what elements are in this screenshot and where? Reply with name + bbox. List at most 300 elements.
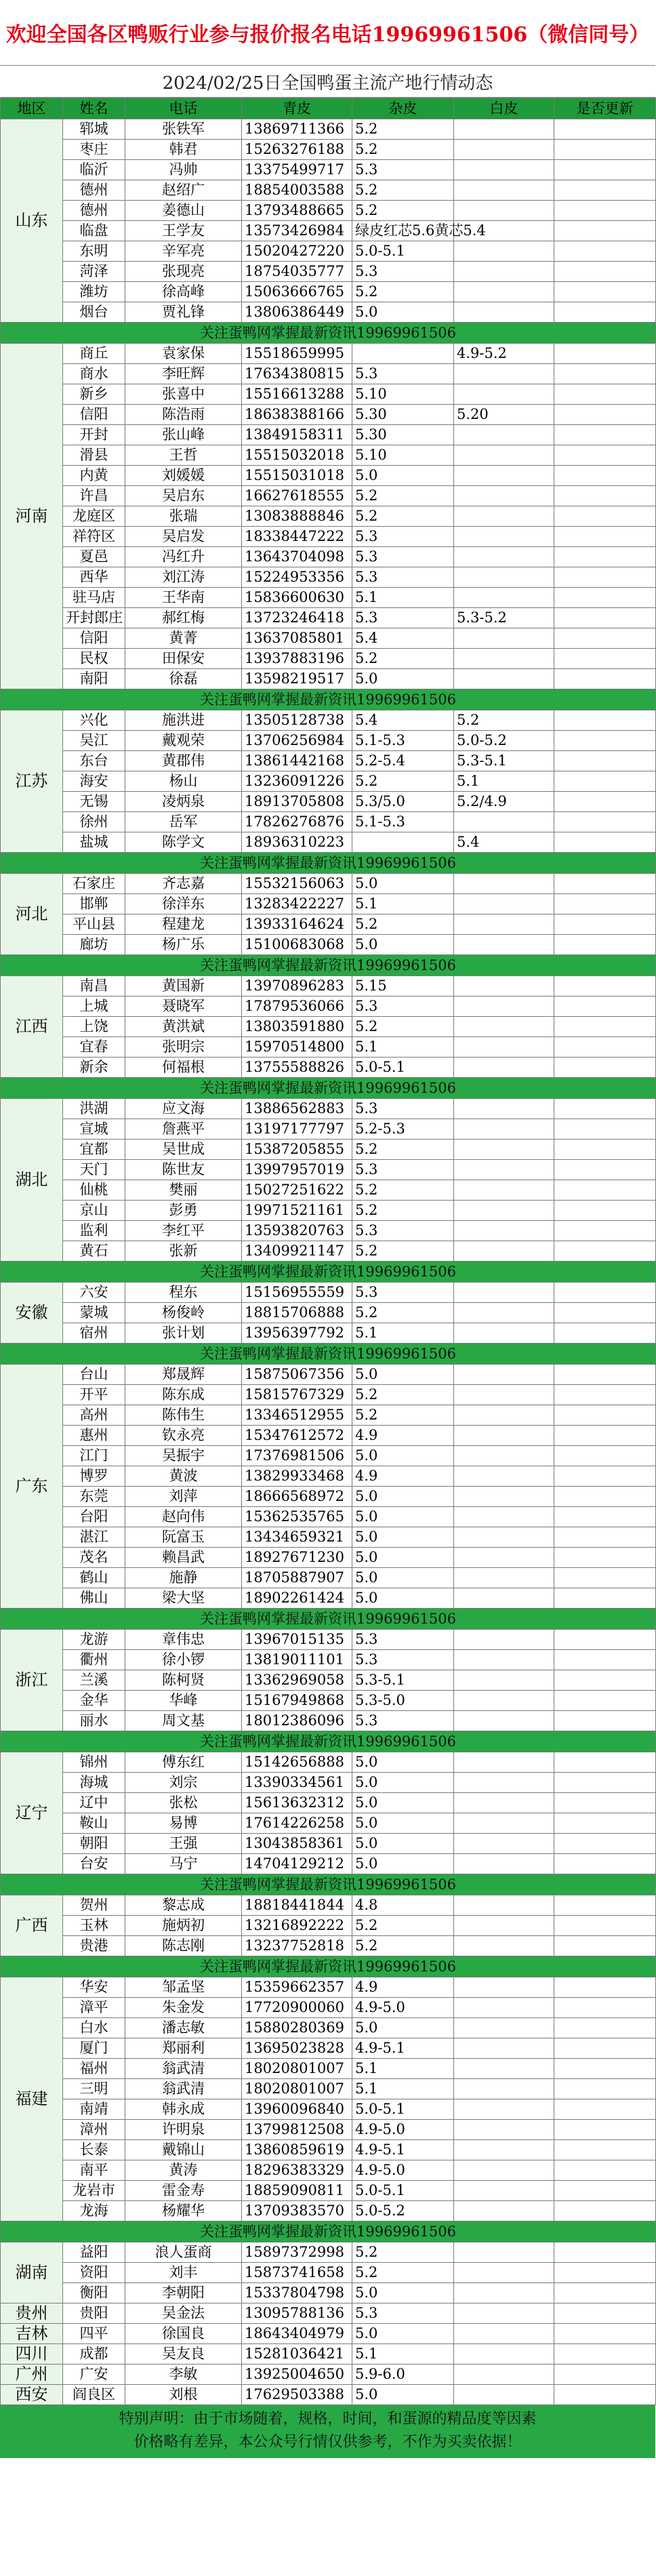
mixed-shell-price [454,1017,554,1037]
phone-cell: 15027251622 [242,1180,352,1201]
green-shell-price: 5.2 [352,1936,454,1956]
white-shell-price [554,1140,656,1160]
green-shell-price: 4.9-5.0 [352,1998,454,2018]
white-shell-price [554,832,656,853]
name-cell: 聂晓军 [125,997,242,1017]
white-shell-price [554,2160,656,2181]
name-cell: 冯红升 [125,547,242,567]
table-row [1,344,656,364]
white-shell-price [554,2038,656,2059]
phone-cell: 15518659995 [242,344,352,364]
mixed-shell-price [454,384,554,405]
table-row [1,874,656,894]
green-shell-price: 5.2 [352,201,454,221]
green-shell-price: 5.1-5.3 [352,812,454,832]
mixed-shell-price [454,2018,554,2038]
region-cell: 台安 [63,1854,125,1874]
table-row [1,1630,656,1650]
name-cell: 凌炳泉 [125,792,242,812]
white-shell-price [554,486,656,506]
mixed-shell-price [454,506,554,527]
phone-cell: 13695023828 [242,2038,352,2059]
green-shell-price: 5.30 [352,405,454,425]
region-cell: 广安 [63,2364,125,2385]
green-shell-price [352,344,454,364]
region-cell: 玉林 [63,1916,125,1936]
mixed-shell-price [454,997,554,1017]
name-cell: 李旺辉 [125,364,242,384]
mixed-shell-price [454,1365,554,1385]
mixed-shell-price: 5.3-5.1 [454,751,554,771]
mixed-shell-price [454,1119,554,1140]
name-cell: 黄涛 [125,2160,242,2181]
green-shell-price: 5.3 [352,1630,454,1650]
white-shell-price [554,874,656,894]
mixed-shell-price [454,445,554,466]
region-cell: 德州 [63,180,125,201]
mixed-shell-price [454,1916,554,1936]
region-cell: 兰溪 [63,1670,125,1691]
white-shell-price [554,1099,656,1119]
table-row [1,1037,656,1058]
table-row [1,1650,656,1670]
white-shell-price [554,731,656,751]
white-shell-price [554,812,656,832]
mixed-shell-price [454,2160,554,2181]
name-cell: 李红平 [125,1221,242,1241]
white-shell-price [554,649,656,669]
table-row [1,1793,656,1813]
table-row [1,1936,656,1956]
phone-cell: 18643404979 [242,2324,352,2344]
mixed-shell-price [454,1588,554,1609]
mixed-shell-price [454,2242,554,2263]
phone-cell: 15224953356 [242,567,352,588]
table-row [1,364,656,384]
name-cell: 吴启发 [125,527,242,547]
follow-banner: 关注蛋鸭网掌握最新资讯19969961506 [1,1344,656,1365]
name-cell: 张计划 [125,1323,242,1344]
white-shell-price [554,608,656,628]
mixed-shell-price [454,1936,554,1956]
region-cell: 台山 [63,1365,125,1385]
name-cell: 周文基 [125,1711,242,1731]
region-cell: 驻马店 [63,588,125,608]
phone-cell: 16627618555 [242,486,352,506]
mixed-shell-price [454,1426,554,1446]
white-shell-price [554,547,656,567]
table-row [1,1895,656,1916]
table-row [1,262,656,282]
name-cell: 何福根 [125,1058,242,1078]
name-cell: 张明宗 [125,1037,242,1058]
mixed-shell-price [454,486,554,506]
white-shell-price [554,180,656,201]
phone-cell: 13925004650 [242,2364,352,2385]
name-cell: 徐磊 [125,669,242,689]
table-header-row [1,98,656,119]
table-row [1,1058,656,1078]
name-cell: 杨耀华 [125,2201,242,2221]
name-cell: 李朝阳 [125,2283,242,2303]
region-cell: 信阳 [63,405,125,425]
mixed-shell-price [454,1793,554,1813]
province-cell: 广东 [1,1365,63,1609]
table-row [1,894,656,914]
white-shell-price [554,344,656,364]
green-shell-price: 5.2 [352,771,454,792]
follow-banner-row [1,1956,656,1977]
column-header: 杂皮 [352,98,454,119]
phone-cell: 17879536066 [242,997,352,1017]
province-cell: 安徽 [1,1283,63,1344]
name-cell: 戴观荣 [125,731,242,751]
table-row [1,160,656,180]
green-shell-price: 5.3 [352,997,454,1017]
name-cell: 黄国新 [125,976,242,997]
white-shell-price [554,2283,656,2303]
region-cell: 江门 [63,1446,125,1466]
table-row [1,2201,656,2221]
green-shell-price: 5.0 [352,2385,454,2405]
name-cell: 张瑞 [125,506,242,527]
mixed-shell-price [454,2344,554,2364]
phone-cell: 13643704098 [242,547,352,567]
phone-cell: 18902261424 [242,1588,352,1609]
phone-cell: 15532156063 [242,874,352,894]
green-shell-price: 5.3/5.0 [352,792,454,812]
white-shell-price [554,1507,656,1527]
table-row [1,1588,656,1609]
table-row [1,1977,656,1998]
name-cell: 吴金法 [125,2303,242,2324]
name-cell: 程东 [125,1283,242,1303]
table-row [1,1711,656,1731]
mixed-shell-price [454,160,554,180]
green-shell-price: 5.3 [352,1160,454,1180]
name-cell: 许明泉 [125,2120,242,2140]
green-shell-price: 5.2 [352,282,454,302]
green-shell-price: 5.2 [352,2263,454,2283]
phone-cell: 13803591880 [242,1017,352,1037]
white-shell-price [554,1466,656,1487]
name-cell: 邹孟坚 [125,1977,242,1998]
white-shell-price [554,2120,656,2140]
province-cell: 浙江 [1,1630,63,1731]
phone-cell: 13095788136 [242,2303,352,2324]
region-cell: 枣庄 [63,140,125,160]
region-cell: 邯郸 [63,894,125,914]
region-cell: 湛江 [63,1527,125,1548]
region-cell: 新余 [63,1058,125,1078]
region-cell: 滑县 [63,445,125,466]
mixed-shell-price [454,2059,554,2079]
name-cell: 贾礼锋 [125,302,242,323]
region-cell: 贺州 [63,1895,125,1916]
green-shell-price: 5.3 [352,1221,454,1241]
table-row [1,1916,656,1936]
province-cell: 广西 [1,1895,63,1956]
white-shell-price [554,1487,656,1507]
follow-banner-row [1,1262,656,1283]
mixed-shell-price [454,1998,554,2018]
table-row [1,2079,656,2099]
green-shell-price: 5.1-5.3 [352,731,454,751]
phone-cell: 13083888846 [242,506,352,527]
table-row [1,751,656,771]
phone-cell: 18020801007 [242,2079,352,2099]
table-row [1,2120,656,2140]
white-shell-price [554,119,656,140]
mixed-shell-price [454,976,554,997]
white-shell-price [554,1365,656,1385]
province-cell: 西安 [1,2385,63,2405]
white-shell-price [554,527,656,547]
white-shell-price [554,1998,656,2018]
region-cell: 长泰 [63,2140,125,2160]
region-cell: 惠州 [63,1426,125,1446]
phone-cell: 13197177797 [242,1119,352,1140]
green-shell-price: 5.0 [352,1548,454,1568]
region-cell: 民权 [63,649,125,669]
table-row [1,976,656,997]
white-shell-price [554,1711,656,1731]
phone-cell: 15362535765 [242,1507,352,1527]
white-shell-price [554,751,656,771]
white-shell-price [554,262,656,282]
table-row [1,1834,656,1854]
region-cell: 临盘 [63,221,125,241]
name-cell: 应文海 [125,1099,242,1119]
province-cell: 湖北 [1,1099,63,1262]
green-shell-price: 5.0 [352,302,454,323]
table-row [1,2324,656,2344]
mixed-shell-price [454,1466,554,1487]
name-cell: 赖昌武 [125,1548,242,1568]
mixed-shell-price [454,2079,554,2099]
green-shell-price: 5.0-5.2 [352,2201,454,2221]
name-cell: 王华南 [125,588,242,608]
white-shell-price [554,405,656,425]
phone-cell: 13390334561 [242,1773,352,1793]
white-shell-price [554,160,656,180]
region-cell: 朝阳 [63,1834,125,1854]
green-shell-price: 5.1 [352,1323,454,1344]
mixed-shell-price [454,894,554,914]
phone-cell: 15347612572 [242,1426,352,1446]
table-row [1,1365,656,1385]
table-row [1,405,656,425]
green-shell-price: 5.2-5.3 [352,1119,454,1140]
name-cell: 黄洪斌 [125,1017,242,1037]
phone-cell: 13375499717 [242,160,352,180]
table-row [1,1180,656,1201]
green-shell-price: 5.2 [352,649,454,669]
mixed-shell-price [454,1283,554,1303]
green-shell-price: 5.0-5.1 [352,2099,454,2120]
mixed-shell-price [454,1568,554,1588]
table-body [1,119,656,2405]
region-cell: 新乡 [63,384,125,405]
table-row [1,1507,656,1527]
table-row [1,466,656,486]
region-cell: 高州 [63,1405,125,1426]
region-cell: 龙岩市 [63,2181,125,2201]
mixed-shell-price [454,1507,554,1527]
table-row [1,669,656,689]
table-row [1,2160,656,2181]
white-shell-price [554,2324,656,2344]
white-shell-price [554,2344,656,2364]
name-cell: 刘丰 [125,2263,242,2283]
phone-cell: 15815767329 [242,1385,352,1405]
mixed-shell-price [454,201,554,221]
region-cell: 菏泽 [63,262,125,282]
table-row [1,771,656,792]
white-shell-price [554,282,656,302]
table-row [1,1568,656,1588]
follow-banner-row [1,1344,656,1365]
phone-cell: 18020801007 [242,2059,352,2079]
mixed-shell-price [454,466,554,486]
phone-cell: 13956397792 [242,1323,352,1344]
green-shell-price: 5.3 [352,1650,454,1670]
phone-cell: 14704129212 [242,1854,352,1874]
follow-banner: 关注蛋鸭网掌握最新资讯19969961506 [1,1609,656,1630]
green-shell-price: 5.0 [352,1854,454,1874]
white-shell-price [554,935,656,955]
region-cell: 阎良区 [63,2385,125,2405]
mixed-shell-price [454,1854,554,1874]
region-cell: 三明 [63,2079,125,2099]
region-cell: 吴江 [63,731,125,751]
name-cell: 詹燕平 [125,1119,242,1140]
table-row [1,2283,656,2303]
name-cell: 黄郡伟 [125,751,242,771]
phone-cell: 18296383329 [242,2160,352,2181]
mixed-shell-price [454,669,554,689]
region-cell: 南平 [63,2160,125,2181]
table-row [1,2059,656,2079]
white-shell-price [554,241,656,262]
region-cell: 内黄 [63,466,125,486]
mixed-shell-price [454,1221,554,1241]
column-header: 姓名 [63,98,125,119]
green-shell-price: 5.1 [352,2079,454,2099]
green-shell-price: 5.3 [352,567,454,588]
green-shell-price: 5.4 [352,628,454,649]
name-cell: 张喜中 [125,384,242,405]
name-cell: 潘志敏 [125,2018,242,2038]
name-cell: 钦永亮 [125,1426,242,1446]
mixed-shell-price [454,1977,554,1998]
phone-cell: 13043858361 [242,1834,352,1854]
green-shell-price: 5.10 [352,445,454,466]
green-shell-price: 4.9-5.1 [352,2038,454,2059]
green-shell-price: 5.15 [352,976,454,997]
mixed-shell-price [454,1323,554,1344]
column-header: 白皮 [454,98,554,119]
green-shell-price: 5.3 [352,364,454,384]
white-shell-price [554,1670,656,1691]
green-shell-price: 5.2 [352,1140,454,1160]
mixed-shell-price [454,2385,554,2405]
phone-cell: 15156955559 [242,1283,352,1303]
province-cell: 广州 [1,2364,63,2385]
mixed-shell-price [454,1895,554,1916]
green-shell-price: 5.3 [352,527,454,547]
region-cell: 东明 [63,241,125,262]
region-cell: 监利 [63,1221,125,1241]
phone-cell: 18936310223 [242,832,352,853]
follow-banner: 关注蛋鸭网掌握最新资讯19969961506 [1,1874,656,1895]
green-shell-price: 5.3 [352,262,454,282]
mixed-shell-price [454,2038,554,2059]
white-shell-price [554,2018,656,2038]
mixed-shell-price: 5.3-5.2 [454,608,554,628]
green-shell-price: 5.3-5.0 [352,1691,454,1711]
white-shell-price [554,1895,656,1916]
white-shell-price [554,1588,656,1609]
name-cell: 王学友 [125,221,242,241]
name-cell: 吴振宇 [125,1446,242,1466]
follow-banner: 关注蛋鸭网掌握最新资讯19969961506 [1,2221,656,2242]
white-shell-price [554,201,656,221]
phone-cell: 13706256984 [242,731,352,751]
column-header: 电话 [125,98,242,119]
table-row [1,1527,656,1548]
mixed-shell-price [454,1670,554,1691]
follow-banner-row [1,323,656,344]
region-cell: 龙庭区 [63,506,125,527]
name-cell: 彭勇 [125,1201,242,1221]
white-shell-price [554,2201,656,2221]
column-header: 是否更新 [554,98,656,119]
mixed-shell-price [454,2120,554,2140]
phone-cell: 15100683068 [242,935,352,955]
phone-cell: 18927671230 [242,1548,352,1568]
phone-cell: 13434659321 [242,1527,352,1548]
table-row [1,547,656,567]
name-cell: 赵向伟 [125,1507,242,1527]
phone-cell: 15516613288 [242,384,352,405]
mixed-shell-price [454,2140,554,2160]
name-cell: 辛军亮 [125,241,242,262]
green-shell-price: 5.0 [352,1446,454,1466]
name-cell: 郑丽利 [125,2038,242,2059]
table-row [1,2263,656,2283]
table-row [1,2385,656,2405]
name-cell: 翁武清 [125,2059,242,2079]
province-cell: 吉林 [1,2324,63,2344]
page-title: 2024/02/25日全国鸭蛋主流产地行情动态 [0,66,655,98]
phone-cell: 15836600630 [242,588,352,608]
white-shell-price [554,1405,656,1426]
phone-cell: 18815706888 [242,1303,352,1323]
green-shell-price: 5.3-5.1 [352,1670,454,1691]
name-cell: 梁大坚 [125,1588,242,1609]
mixed-shell-price [454,2324,554,2344]
white-shell-price [554,221,656,241]
table-row [1,1813,656,1834]
white-shell-price [554,2303,656,2324]
name-cell: 冯帅 [125,160,242,180]
mixed-shell-price: 4.9-5.2 [454,344,554,364]
name-cell: 陈志刚 [125,1936,242,1956]
green-shell-price: 5.0 [352,1527,454,1548]
follow-banner-row [1,1731,656,1752]
green-shell-price: 5.1 [352,894,454,914]
